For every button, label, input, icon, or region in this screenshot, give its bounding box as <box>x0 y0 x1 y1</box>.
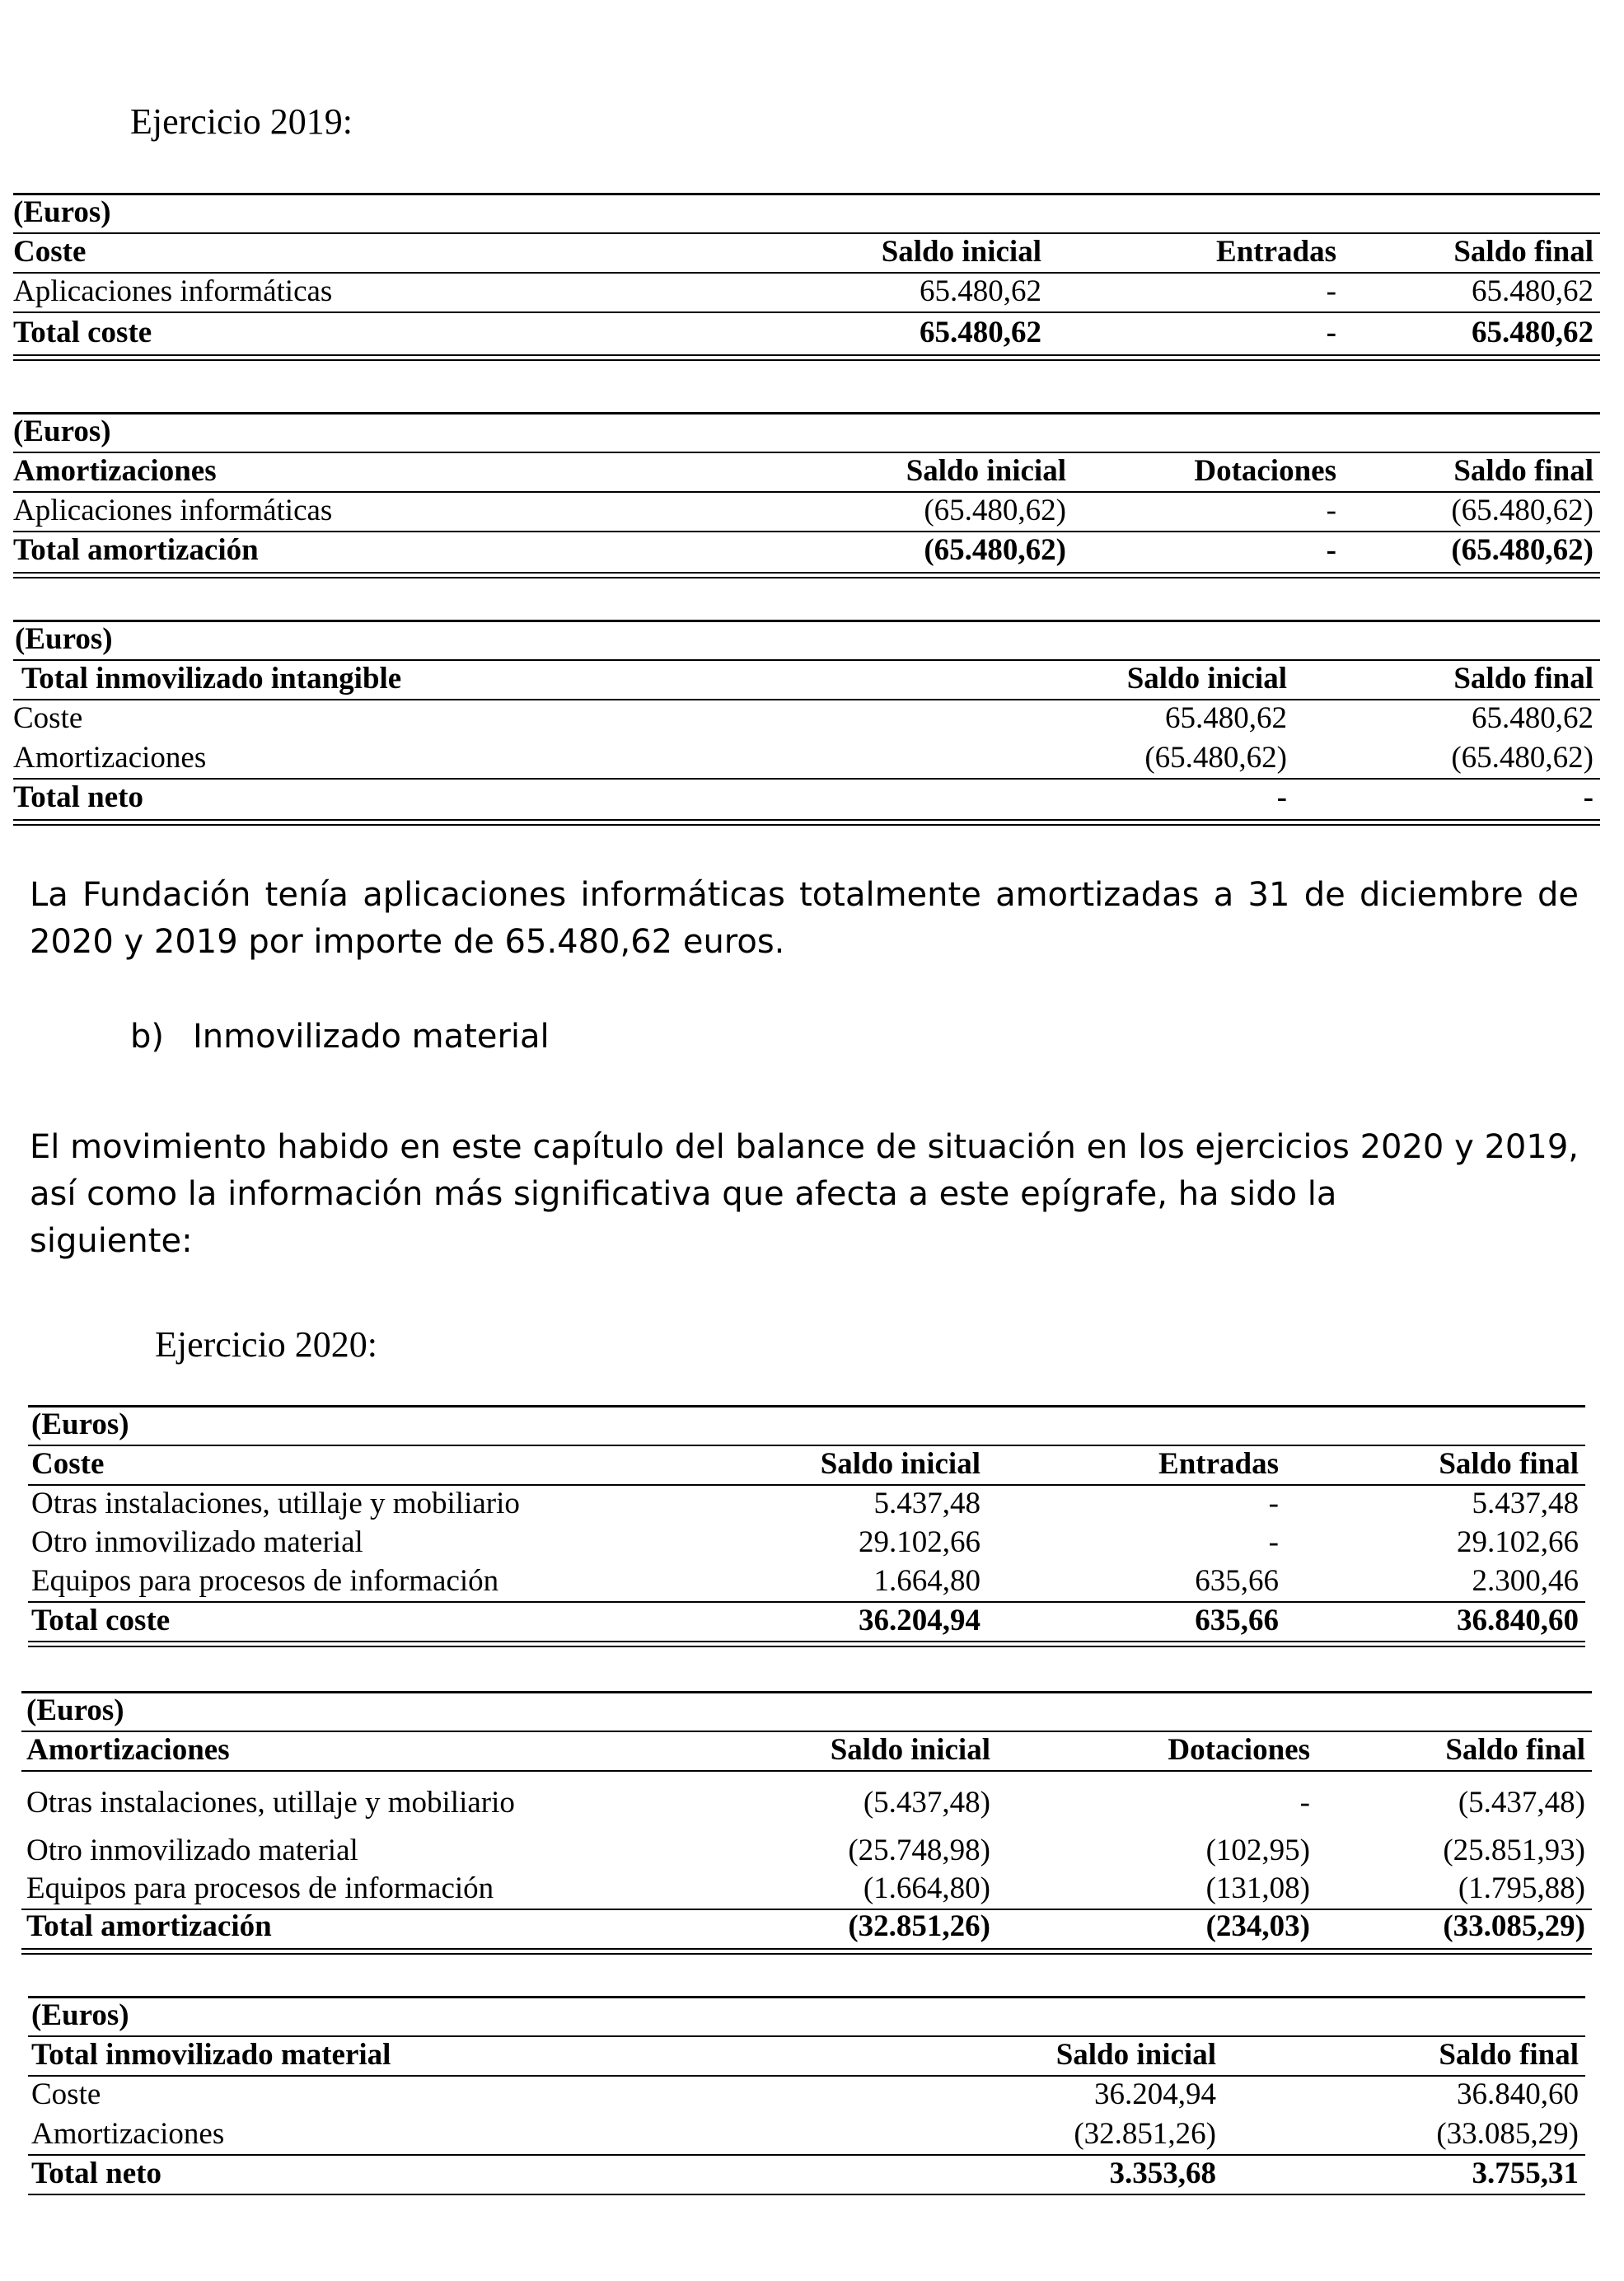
row-label: Coste <box>31 2077 101 2111</box>
col-header-saldo-final: Saldo final <box>1453 454 1594 488</box>
table-total-row <box>28 1601 1585 1641</box>
heading-ejercicio-2020: Ejercicio 2020: <box>155 1324 378 1365</box>
paragraph-movimiento <box>30 1124 1579 1265</box>
table-total-row <box>13 531 1600 570</box>
col-header-saldo-final: Saldo final <box>1439 2038 1579 2072</box>
cell-saldo-final: 36.840,60 <box>1457 2077 1579 2111</box>
cell-dotaciones: (131,08) <box>1205 1871 1310 1905</box>
cell-saldo-final: 5.437,48 <box>1472 1487 1579 1520</box>
cell-dotaciones: (102,95) <box>1205 1834 1310 1867</box>
row-label: Equipos para procesos de información <box>26 1871 494 1905</box>
col-header-saldo-inicial: Saldo inicial <box>881 235 1041 269</box>
table-double-rule <box>13 354 1600 361</box>
row-label: Equipos para procesos de información <box>31 1564 499 1598</box>
table-row <box>13 738 1600 778</box>
unit-label: (Euros) <box>31 1407 129 1441</box>
table-row <box>28 1484 1585 1524</box>
table-row <box>13 272 1600 311</box>
table-row <box>28 1523 1585 1562</box>
row-label: Aplicaciones informáticas <box>13 274 333 308</box>
unit-label: (Euros) <box>31 1998 129 2032</box>
cell-dotaciones: - <box>1299 1786 1310 1820</box>
table-total-row <box>13 778 1600 817</box>
cell-saldo-inicial: 36.204,94 <box>1094 2077 1216 2111</box>
cell-saldo-inicial: (1.664,80) <box>863 1871 990 1905</box>
col-header-saldo-inicial: Saldo inicial <box>1126 662 1287 696</box>
unit-label: (Euros) <box>13 415 111 448</box>
cell-entradas: 635,66 <box>1195 1564 1279 1598</box>
total-saldo-inicial: - <box>1276 780 1287 814</box>
total-saldo-inicial: 36.204,94 <box>859 1604 980 1637</box>
col-header-saldo-final: Saldo final <box>1453 235 1594 269</box>
col-header-concept: Total inmovilizado material <box>31 2038 391 2072</box>
paragraph-aplicaciones-amortizadas: La Fundación tenía aplicaciones informáticas totalmente amortizadas a 31 de diciembre de 2020 y 2019 por importe de 65.480,62 euros. <box>30 876 1579 961</box>
cell-saldo-inicial: 5.437,48 <box>873 1487 980 1520</box>
cell-saldo-inicial: 29.102,66 <box>859 1525 980 1559</box>
row-label: Coste <box>13 701 83 735</box>
cell-saldo-inicial: (5.437,48) <box>863 1786 990 1820</box>
row-label: Otro inmovilizado material <box>31 1525 363 1559</box>
table-double-rule <box>13 819 1600 826</box>
table-unit-row <box>28 1405 1585 1445</box>
total-saldo-inicial: (65.480,62) <box>924 533 1066 567</box>
total-label: Total neto <box>13 780 143 814</box>
table-unit-row <box>13 620 1600 659</box>
section-b-title: Inmovilizado material <box>193 1018 550 1056</box>
row-label: Amortizaciones <box>31 2117 225 2151</box>
cell-saldo-inicial: 65.480,62 <box>1165 701 1287 735</box>
table-rule <box>21 1770 1592 1772</box>
cell-saldo-final: 65.480,62 <box>1472 274 1594 308</box>
table-unit-row <box>28 1996 1585 2035</box>
table-amortizaciones-2020 <box>21 1691 1592 1955</box>
cell-entradas: - <box>1268 1525 1279 1559</box>
total-saldo-final: 36.840,60 <box>1457 1604 1579 1637</box>
col-header-entradas: Entradas <box>1158 1447 1279 1481</box>
cell-saldo-final: (1.795,88) <box>1458 1871 1585 1905</box>
total-label: Total coste <box>31 1604 171 1637</box>
cell-saldo-inicial: 1.664,80 <box>873 1564 980 1598</box>
unit-label: (Euros) <box>15 622 113 656</box>
cell-saldo-final: 2.300,46 <box>1472 1564 1579 1598</box>
cell-saldo-final: (25.851,93) <box>1443 1834 1585 1867</box>
row-label: Otras instalaciones, utillaje y mobiliario <box>31 1487 520 1520</box>
cell-entradas: - <box>1326 274 1336 308</box>
table-header-row <box>13 659 1600 699</box>
unit-label: (Euros) <box>26 1693 124 1727</box>
cell-saldo-inicial: (65.480,62) <box>1144 741 1287 775</box>
table-unit-row <box>13 412 1600 452</box>
table-total-row <box>28 2154 1585 2194</box>
total-saldo-inicial: 65.480,62 <box>920 316 1041 349</box>
cell-saldo-final: (65.480,62) <box>1451 741 1594 775</box>
total-saldo-inicial: 3.353,68 <box>1109 2157 1216 2190</box>
total-label: Total coste <box>13 316 152 349</box>
table-row <box>13 699 1600 738</box>
table-row <box>21 1869 1592 1909</box>
col-header-concept: Amortizaciones <box>13 454 217 488</box>
table-header-row <box>28 1445 1585 1484</box>
cell-saldo-final: 29.102,66 <box>1457 1525 1579 1559</box>
row-label: Otras instalaciones, utillaje y mobiliario <box>26 1786 515 1820</box>
cell-saldo-inicial: (25.748,98) <box>848 1834 990 1867</box>
col-header-saldo-inicial: Saldo inicial <box>830 1733 990 1767</box>
unit-label: (Euros) <box>13 195 111 229</box>
col-header-saldo-final: Saldo final <box>1445 1733 1585 1767</box>
paragraph-movimiento-last-line: siguiente: <box>30 1222 193 1260</box>
total-entradas: - <box>1326 316 1336 349</box>
total-saldo-final: (33.085,29) <box>1443 1909 1585 1943</box>
row-label: Otro inmovilizado material <box>26 1834 358 1867</box>
table-inmovilizado-material <box>28 1996 1585 2202</box>
cell-saldo-final: (5.437,48) <box>1458 1786 1585 1820</box>
col-header-saldo-final: Saldo final <box>1453 662 1594 696</box>
col-header-saldo-inicial: Saldo inicial <box>820 1447 980 1481</box>
table-row <box>28 2115 1585 2154</box>
cell-saldo-inicial: (65.480,62) <box>924 494 1066 527</box>
total-saldo-inicial: (32.851,26) <box>848 1909 990 1943</box>
cell-saldo-final: (65.480,62) <box>1451 494 1594 527</box>
col-header-entradas: Entradas <box>1216 235 1336 269</box>
table-unit-row <box>13 193 1600 232</box>
table-row <box>21 1831 1592 1871</box>
cell-saldo-inicial: 65.480,62 <box>920 274 1041 308</box>
table-coste-2019 <box>13 193 1600 366</box>
table-row <box>21 1783 1592 1823</box>
total-saldo-final: 65.480,62 <box>1472 316 1594 349</box>
table-inmovilizado-intangible <box>13 620 1600 830</box>
col-header-concept: Total inmovilizado intangible <box>21 662 402 696</box>
total-dotaciones: - <box>1326 533 1336 567</box>
total-dotaciones: (234,03) <box>1205 1909 1310 1943</box>
table-header-row <box>28 2035 1585 2075</box>
heading-ejercicio-2019: Ejercicio 2019: <box>130 101 353 142</box>
table-coste-2020 <box>28 1405 1585 1648</box>
col-header-saldo-inicial: Saldo inicial <box>1055 2038 1216 2072</box>
total-saldo-final: (65.480,62) <box>1451 533 1594 567</box>
total-label: Total amortización <box>13 533 259 567</box>
table-double-rule <box>28 1641 1585 1647</box>
table-row <box>13 491 1600 531</box>
col-header-concept: Amortizaciones <box>26 1733 230 1767</box>
section-b-letter: b) <box>130 1018 164 1056</box>
table-amortizaciones-2019 <box>13 412 1600 585</box>
paragraph-movimiento-body: El movimiento habido en este capítulo del balance de situación en los ejercicios 2020 y 2019, así como la información más significativa que afecta a este epígrafe, ha sido la <box>30 1128 1579 1213</box>
table-header-row <box>13 452 1600 491</box>
table-unit-row <box>21 1691 1592 1731</box>
col-header-saldo-final: Saldo final <box>1439 1447 1579 1481</box>
total-saldo-final: 3.755,31 <box>1472 2157 1579 2190</box>
cell-saldo-final: 65.480,62 <box>1472 701 1594 735</box>
col-header-concept: Coste <box>13 235 87 269</box>
col-header-dotaciones: Dotaciones <box>1168 1733 1310 1767</box>
total-label: Total neto <box>31 2157 161 2190</box>
table-header-row <box>21 1731 1592 1770</box>
cell-entradas: - <box>1268 1487 1279 1520</box>
col-header-concept: Coste <box>31 1447 105 1481</box>
table-rule <box>28 2194 1585 2195</box>
cell-saldo-final: (33.085,29) <box>1436 2117 1579 2151</box>
table-double-rule <box>21 1948 1592 1955</box>
table-double-rule <box>13 572 1600 578</box>
col-header-saldo-inicial: Saldo inicial <box>906 454 1066 488</box>
cell-dotaciones: - <box>1326 494 1336 527</box>
row-label: Aplicaciones informáticas <box>13 494 333 527</box>
row-label: Amortizaciones <box>13 741 207 775</box>
table-total-row <box>21 1907 1592 1946</box>
table-row <box>28 2075 1585 2115</box>
table-row <box>28 1562 1585 1601</box>
cell-saldo-inicial: (32.851,26) <box>1074 2117 1216 2151</box>
table-header-row <box>13 232 1600 272</box>
col-header-dotaciones: Dotaciones <box>1194 454 1336 488</box>
total-label: Total amortización <box>26 1909 272 1943</box>
total-entradas: 635,66 <box>1195 1604 1279 1637</box>
total-saldo-final: - <box>1583 780 1594 814</box>
table-total-row <box>13 313 1600 353</box>
